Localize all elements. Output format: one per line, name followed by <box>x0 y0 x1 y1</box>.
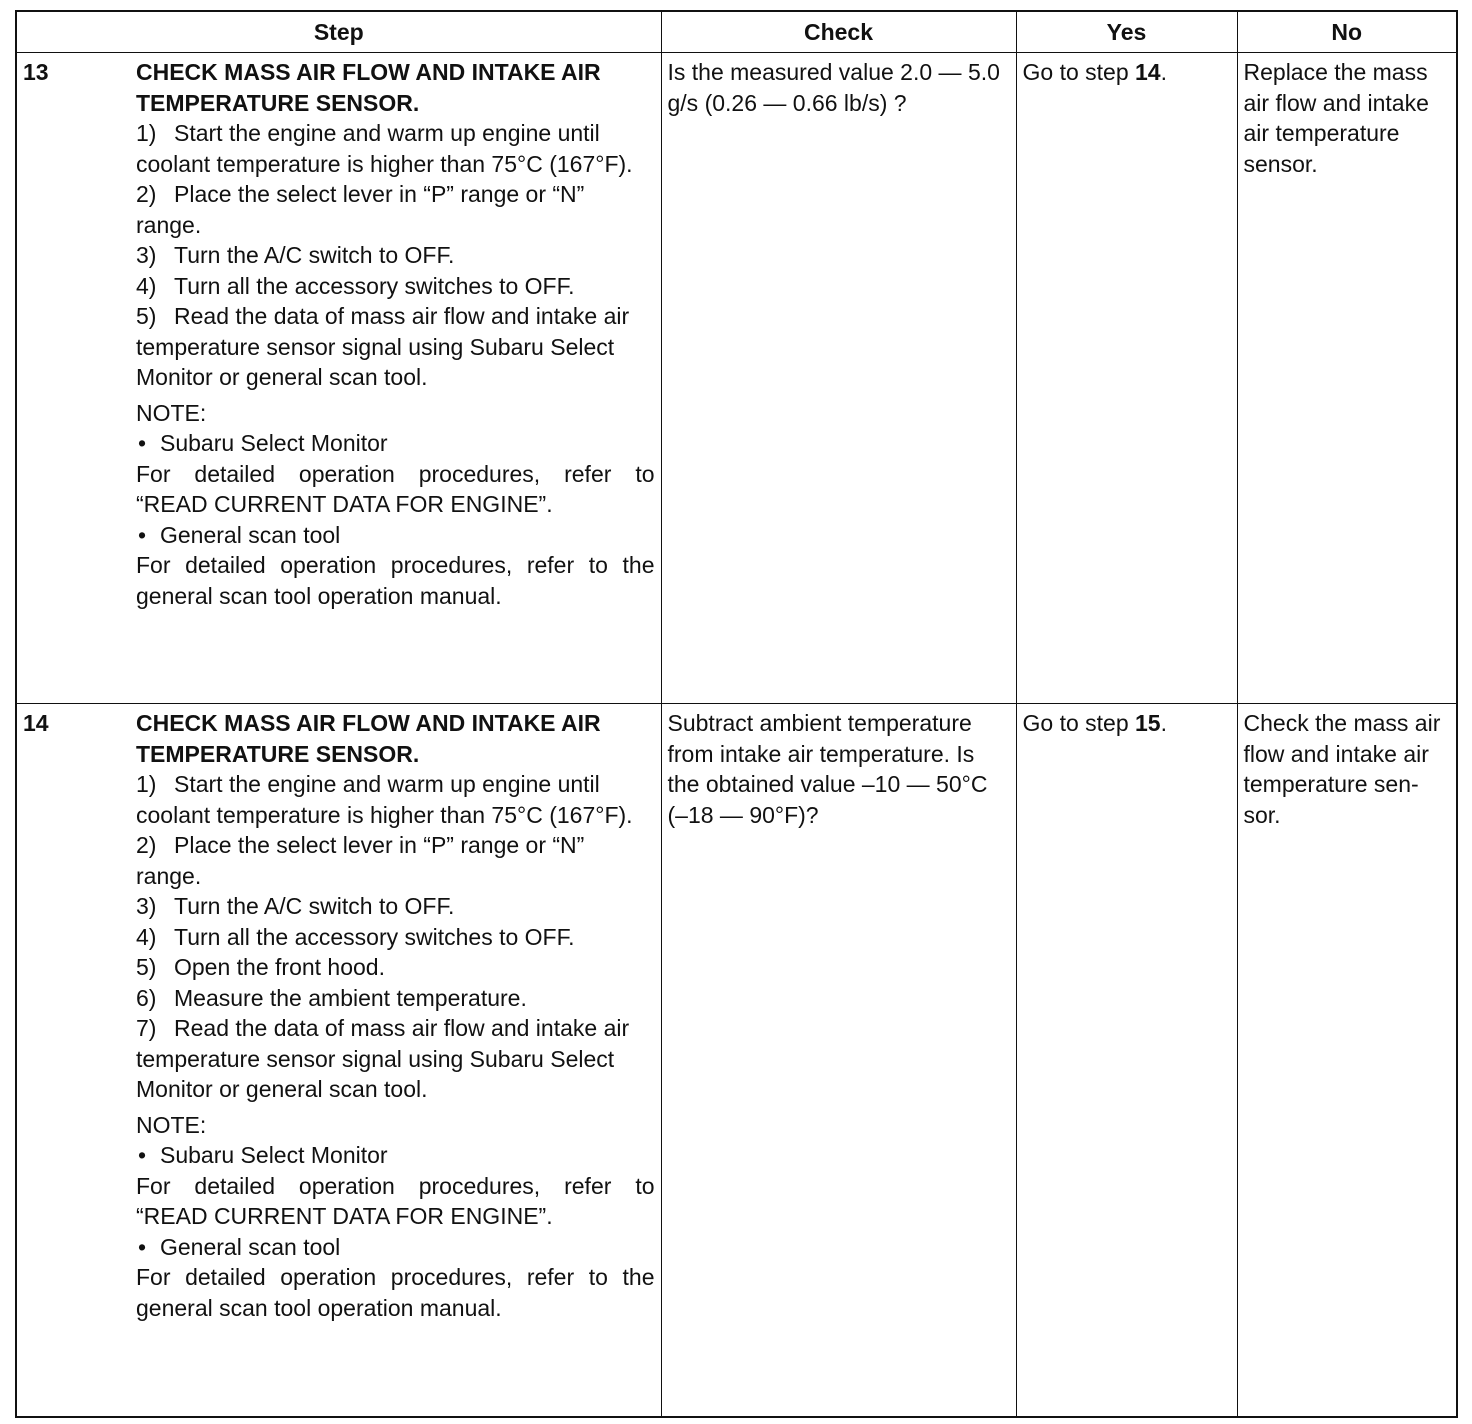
bullet-dot-icon: • <box>138 1233 147 1260</box>
check-text: Subtract ambient temperature from intake air temperature. Is the obtained value –10 — 50°C (–18 — 90°F)? <box>667 710 988 828</box>
note-block <box>136 398 655 612</box>
instruction-text: Turn all the accessory switches to OFF. <box>174 272 575 299</box>
instruction-item <box>136 301 655 393</box>
yes-step-link[interactable]: 15 <box>1135 710 1161 736</box>
instruction-number: 1) <box>136 120 157 146</box>
instruction-number: 5) <box>136 303 157 329</box>
bullet-item <box>136 1232 655 1263</box>
instruction-number: 4) <box>136 272 157 299</box>
instruction-item <box>136 1013 655 1105</box>
note-label: NOTE: <box>136 1111 207 1138</box>
instruction-item <box>136 922 655 953</box>
bullet-item <box>136 1140 655 1171</box>
instruction-text: Read the data of mass air flow and intake air temperature sensor signal using Subaru Select Monitor or general scan tool. <box>136 303 630 390</box>
diagnostic-table <box>15 10 1458 1418</box>
instruction-number: 2) <box>136 832 157 858</box>
note-text: For detailed operation procedures, refer to <box>136 1172 655 1199</box>
instruction-item <box>136 118 655 179</box>
instruction-item <box>136 983 655 1014</box>
bullet-text: General scan tool <box>160 521 341 548</box>
bullet-text: General scan tool <box>160 1233 341 1260</box>
instruction-text: Turn the A/C switch to OFF. <box>174 893 455 919</box>
note-text: For detailed operation procedures, refer to the general scan tool operation manual. <box>136 552 655 609</box>
step-title-line: CHECK MASS AIR FLOW AND INTAKE AIR <box>136 710 601 736</box>
instruction-text: Turn the A/C switch to OFF. <box>174 242 455 268</box>
note-text: For detailed operation procedures, refer to the general scan tool operation manual. <box>136 1264 655 1321</box>
note-text: For detailed operation procedures, refer to <box>136 460 655 487</box>
bullet-dot-icon: • <box>138 521 147 548</box>
header-check: Check <box>661 11 1016 53</box>
instruction-item <box>136 240 655 271</box>
header-step: Step <box>16 11 661 53</box>
instruction-number: 5) <box>136 954 157 980</box>
no-cell <box>1237 704 1457 1418</box>
yes-cell <box>1016 704 1237 1418</box>
yes-text <box>1017 53 1237 88</box>
instruction-number: 3) <box>136 242 157 268</box>
note-text: “READ CURRENT DATA FOR ENGINE”. <box>136 491 553 517</box>
instruction-number: 3) <box>136 893 157 919</box>
step-cell <box>16 53 661 704</box>
bullet-text: Subaru Select Monitor <box>160 1142 388 1168</box>
yes-prefix: Go to step <box>1022 59 1136 85</box>
bullet-item <box>136 428 655 459</box>
instruction-number: 1) <box>136 771 157 797</box>
note-label: NOTE: <box>136 399 207 426</box>
no-cell <box>1237 53 1457 704</box>
check-text: Is the measured value 2.0 — 5.0 g/s (0.26 — 0.66 lb/s) ? <box>667 59 1000 116</box>
check-cell <box>661 704 1016 1418</box>
instruction-item <box>136 952 655 983</box>
bullet-text: Subaru Select Monitor <box>160 430 388 456</box>
instruction-text: Measure the ambient temperature. <box>174 984 527 1011</box>
step-number: 14 <box>23 710 49 736</box>
step-title-line: TEMPERATURE SENSOR. <box>136 89 420 116</box>
instruction-item <box>136 769 655 830</box>
instruction-item <box>136 271 655 302</box>
instruction-text: Turn all the accessory switches to OFF. <box>174 923 575 950</box>
table-row <box>16 704 1457 1418</box>
step-cell <box>16 704 661 1418</box>
yes-prefix: Go to step <box>1022 710 1136 736</box>
instruction-number: 4) <box>136 923 157 950</box>
instruction-number: 2) <box>136 181 157 207</box>
no-text: Replace the mass air flow and intake air temperature sensor. <box>1243 59 1429 177</box>
header-yes: Yes <box>1016 11 1237 53</box>
header-row <box>16 11 1457 53</box>
instruction-number: 7) <box>136 1015 157 1041</box>
step-title-line: CHECK MASS AIR FLOW AND INTAKE AIR <box>136 59 601 85</box>
note-block <box>136 1110 655 1324</box>
instruction-text: Open the front hood. <box>174 954 385 980</box>
instruction-text: Read the data of mass air flow and intake air temperature sensor signal using Subaru Select Monitor or general scan tool. <box>136 1015 630 1102</box>
bullet-dot-icon: • <box>138 430 147 456</box>
yes-step-link[interactable]: 14 <box>1135 59 1161 85</box>
instruction-text: Place the select lever in “P” range or “N” range. <box>136 181 585 238</box>
no-text: Check the mass air flow and intake air temperature sen- sor. <box>1243 710 1441 828</box>
instruction-number: 6) <box>136 984 157 1011</box>
step-title-line: TEMPERATURE SENSOR. <box>136 740 420 767</box>
instruction-item <box>136 179 655 240</box>
step-title <box>136 57 655 118</box>
table-row <box>16 53 1457 704</box>
instruction-item <box>136 891 655 922</box>
instruction-text: Start the engine and warm up engine until coolant temperature is higher than 75°C (167°F). <box>136 771 633 828</box>
yes-suffix: . <box>1160 59 1167 85</box>
header-no: No <box>1237 11 1457 53</box>
check-cell <box>661 53 1016 704</box>
step-number: 13 <box>23 59 49 85</box>
step-title <box>136 708 655 769</box>
bullet-dot-icon: • <box>138 1142 147 1168</box>
yes-suffix: . <box>1160 710 1167 736</box>
yes-text <box>1017 704 1237 739</box>
instruction-text: Place the select lever in “P” range or “N” range. <box>136 832 585 889</box>
note-text: “READ CURRENT DATA FOR ENGINE”. <box>136 1203 553 1229</box>
instruction-item <box>136 830 655 891</box>
instruction-text: Start the engine and warm up engine until coolant temperature is higher than 75°C (167°F). <box>136 120 633 177</box>
yes-cell <box>1016 53 1237 704</box>
bullet-item <box>136 520 655 551</box>
